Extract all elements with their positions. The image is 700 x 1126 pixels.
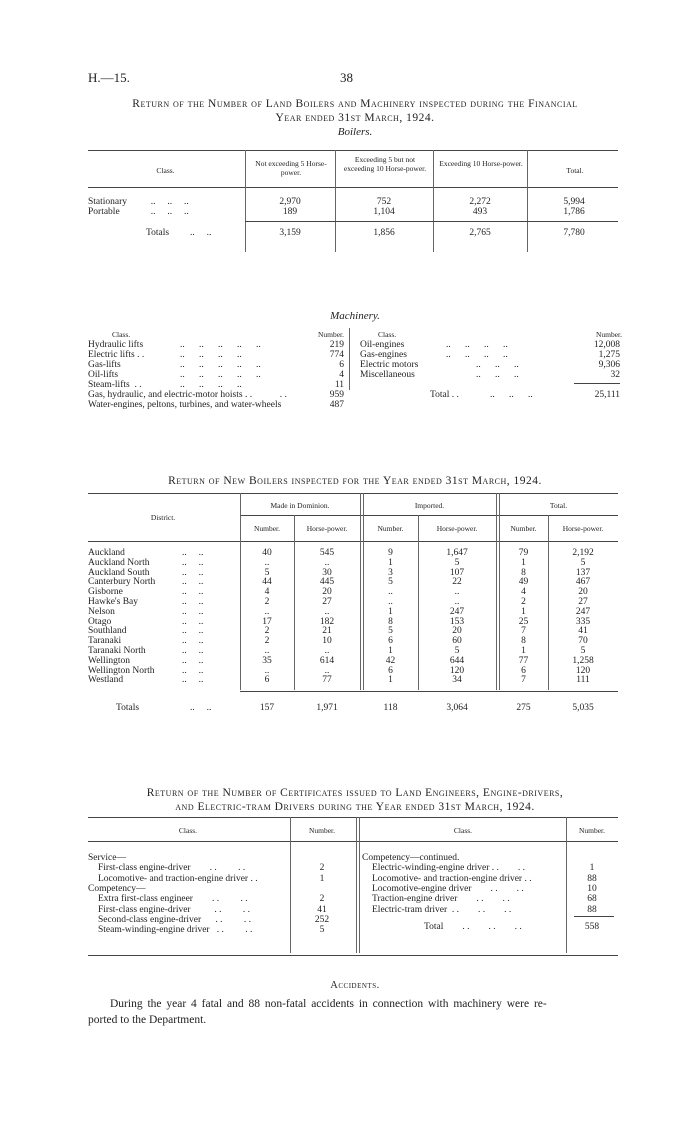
new-boilers-cell: .. [388, 597, 393, 607]
new-boilers-cell: 9 [388, 548, 393, 558]
certificate-number: 1 [319, 873, 325, 884]
new-boilers-cell: 21 [322, 626, 332, 637]
machinery-row-label: Gas-lifts [88, 360, 121, 370]
new-boilers-group-imported: Imported. [414, 501, 445, 510]
new-boilers-cell: 5 [388, 626, 393, 637]
new-boilers-cell: 7 [521, 626, 526, 637]
new-boilers-totals-label: Totals [116, 703, 140, 713]
new-boilers-cell: 120 [575, 665, 591, 676]
new-boilers-cell: 6 [521, 665, 526, 676]
new-boilers-cell: 3 [388, 567, 393, 578]
new-boilers-cell: 27 [322, 597, 332, 607]
leader-dots: .. .. .. .. [446, 340, 508, 350]
certificate-number: 88 [587, 904, 597, 915]
machinery-row-value: 959 [329, 390, 344, 400]
leader-dots: .. .. [182, 636, 204, 647]
new-boilers-cell: 1,258 [572, 655, 594, 666]
district-name: Auckland North [88, 557, 150, 568]
machinery-right-header-class: Class. [378, 330, 397, 339]
district-name: Nelson [88, 606, 115, 617]
new-boilers-cell: 5 [454, 646, 460, 656]
new-boilers-cell: 2 [264, 626, 270, 637]
machinery-row-label: Electric motors [360, 360, 419, 370]
leader-dots: .. .. [182, 675, 204, 686]
new-boilers-cell: 44 [262, 577, 272, 588]
new-boilers-cell: .. [324, 665, 330, 676]
boilers-row-label: Stationary [88, 197, 128, 207]
new-boilers-cell: 545 [319, 548, 335, 558]
machinery-row-value: 487 [329, 400, 344, 410]
boilers-header-col1: Not exceeding 5 Horse-power. [255, 159, 327, 177]
new-boilers-subheader: Horse-power. [562, 524, 604, 533]
new-boilers-total-cell: 275 [516, 703, 531, 713]
leader-dots: .. .. .. .. [180, 350, 242, 360]
leader-dots: .. .. .. [490, 390, 533, 400]
district-name: Taranaki North [88, 646, 146, 656]
district-name: Wellington [88, 655, 130, 666]
page-reference: H.—15. [88, 70, 130, 85]
boilers-cell: 2,272 [469, 197, 491, 207]
machinery-row-label: Gas, hydraulic, and electric-motor hoists . . [88, 390, 253, 400]
machinery-row-value: 9,306 [598, 360, 620, 370]
certificate-number: 88 [587, 873, 597, 884]
new-boilers-group-total: Total. [549, 501, 568, 510]
certificate-number: 41 [317, 904, 327, 915]
new-boilers-cell: 1 [521, 557, 526, 568]
new-boilers-cell: 5 [454, 557, 460, 568]
boilers-total-cell: 7,780 [563, 228, 585, 238]
new-boilers-subheader: Number. [253, 524, 281, 533]
machinery-row-label: Water-engines, peltons, turbines, and water-wheels [88, 400, 282, 410]
district-name: Wellington North [88, 665, 155, 676]
district-name: Hawke's Bay [88, 597, 138, 607]
new-boilers-cell: .. [324, 557, 330, 568]
leader-dots: .. .. [182, 587, 204, 598]
certificate-class: Locomotive-engine driver . . . . [372, 883, 524, 894]
boilers-total-cell: 3,159 [279, 228, 301, 238]
new-boilers-cell: 5 [580, 646, 586, 656]
new-boilers-cell: 7 [521, 675, 526, 686]
certificate-class: Competency— [88, 883, 146, 894]
leader-dots: .. .. .. .. [180, 380, 242, 390]
new-boilers-subheader: Number. [377, 524, 404, 533]
accidents-text-line2: ported to the Department. [88, 1014, 207, 1026]
machinery-row-value: 32 [610, 370, 620, 380]
new-boilers-cell: 77 [518, 655, 529, 666]
certificate-number: 68 [587, 894, 597, 905]
leader-dots: .. .. [190, 228, 212, 238]
new-boilers-title: Return of New Boilers inspected for the Year ended 31st March, 1924. [168, 475, 542, 487]
certificates-total-label: Total . . . . . . [424, 922, 522, 932]
certificate-class: Steam-winding-engine driver . . . . [98, 925, 253, 936]
machinery-row-label: Oil-lifts [88, 370, 119, 380]
leader-dots: .. .. .. [146, 197, 189, 207]
certificate-number: 2 [319, 894, 325, 905]
machinery-row-label: Electric lifts . . [88, 350, 145, 360]
new-boilers-cell: 137 [575, 567, 591, 578]
new-boilers-group-dominion: Made in Dominion. [270, 501, 330, 510]
certificate-class: Competency—continued. [362, 853, 460, 863]
new-boilers-cell: .. [324, 606, 330, 617]
new-boilers-cell: 22 [452, 577, 462, 588]
new-boilers-cell: 1,647 [446, 548, 468, 558]
new-boilers-cell: 111 [576, 675, 590, 686]
new-boilers-cell: 335 [575, 616, 591, 627]
new-boilers-cell: 182 [319, 616, 335, 627]
district-name: Auckland [88, 548, 125, 558]
leader-dots: .. .. [182, 665, 204, 676]
new-boilers-cell: 49 [518, 577, 529, 588]
machinery-left-header-number: Number. [317, 330, 344, 339]
boilers-totals-label: Totals [146, 228, 170, 238]
new-boilers-cell: 467 [575, 577, 591, 588]
new-boilers-subheader: Horse-power. [436, 524, 478, 533]
new-boilers-cell: 6 [264, 675, 270, 686]
new-boilers-cell: 2,192 [572, 548, 594, 558]
leader-dots: .. .. [182, 646, 204, 656]
machinery-row-value: 219 [329, 340, 344, 350]
new-boilers-cell: 4 [521, 587, 526, 598]
certificate-number: 5 [319, 925, 325, 936]
new-boilers-cell: 8 [388, 616, 393, 627]
machinery-row-value: 12,008 [593, 340, 620, 350]
certificate-class: Service— [88, 853, 126, 863]
new-boilers-cell: .. [454, 587, 460, 598]
certificate-number: 2 [319, 863, 325, 874]
machinery-row-value: 6 [339, 360, 344, 370]
new-boilers-cell: 445 [319, 577, 335, 588]
certificate-class: Second-class engine-driver . . . . [98, 914, 252, 925]
new-boilers-cell: 40 [262, 548, 272, 558]
new-boilers-total-cell: 157 [259, 703, 275, 713]
new-boilers-cell: 5 [388, 577, 393, 588]
machinery-row-value: 11 [334, 380, 344, 390]
new-boilers-cell: 42 [385, 655, 396, 666]
new-boilers-cell: 4 [264, 587, 270, 598]
new-boilers-cell: .. [388, 587, 393, 598]
certificate-class: Extra first-class engineer . . . . [98, 894, 248, 905]
certificate-number: 10 [587, 883, 597, 894]
new-boilers-total-cell: 1,971 [316, 703, 338, 713]
boilers-cell: 493 [472, 207, 488, 217]
machinery-row-label: Oil-engines [360, 340, 405, 350]
boilers-cell: 1,786 [563, 207, 585, 217]
district-name: Taranaki [88, 636, 122, 647]
new-boilers-cell: 30 [322, 567, 332, 578]
leader-dots: .. .. .. .. .. [180, 340, 261, 350]
boilers-subtitle: Boilers. [337, 126, 373, 138]
new-boilers-cell: 247 [575, 606, 591, 617]
certificate-class: Locomotive- and traction-engine driver . . [98, 873, 258, 884]
new-boilers-cell: 644 [449, 655, 465, 666]
new-boilers-cell: .. [264, 646, 270, 656]
leader-dots: .. .. .. .. .. [180, 370, 261, 380]
certificate-number: 1 [589, 863, 595, 874]
certificate-class: First-class engine-driver . . . . [98, 863, 246, 874]
district-name: Auckland South [88, 567, 150, 578]
new-boilers-cell: .. [264, 606, 270, 617]
new-boilers-cell: 77 [322, 675, 332, 686]
leader-dots: .. .. .. .. .. [180, 360, 261, 370]
new-boilers-cell: 8 [521, 636, 526, 647]
district-name: Otago [88, 616, 112, 627]
new-boilers-total-cell: 118 [383, 703, 398, 713]
certificates-total-value: 558 [584, 922, 600, 932]
machinery-row-label: Gas-engines [360, 350, 407, 360]
boilers-cell: 752 [376, 197, 392, 207]
new-boilers-cell: 25 [518, 616, 529, 627]
machinery-row-value: 4 [339, 370, 344, 380]
leader-dots: .. .. .. [476, 370, 519, 380]
machinery-right-header-number: Number. [595, 330, 622, 339]
new-boilers-cell: 1 [388, 646, 393, 656]
leader-dots: .. .. [182, 606, 204, 617]
new-boilers-cell: 2 [264, 597, 270, 607]
boilers-cell: 5,994 [563, 197, 585, 207]
new-boilers-cell: 20 [578, 587, 588, 598]
new-boilers-cell: 10 [322, 636, 332, 647]
new-boilers-total-cell: 5,035 [572, 703, 594, 713]
boilers-return-title-line2: Year ended 31st March, 1924. [275, 112, 435, 124]
new-boilers-cell: 6 [388, 665, 393, 676]
leader-dots: . . [275, 390, 287, 400]
accidents-title: Accidents. [330, 980, 380, 991]
district-name: Westland [88, 675, 124, 686]
page-number: 38 [340, 70, 353, 85]
leader-dots: .. .. [182, 655, 204, 666]
new-boilers-cell: .. [324, 646, 330, 656]
machinery-left-header-class: Class. [112, 330, 131, 339]
boilers-cell: 189 [282, 207, 298, 217]
new-boilers-cell: 41 [578, 626, 588, 637]
new-boilers-cell: 34 [452, 675, 462, 686]
new-boilers-cell: .. [454, 597, 460, 607]
new-boilers-cell: 20 [322, 587, 332, 598]
certificates-title-line2: and Electric-tram Drivers during the Year ended 31st March, 1924. [175, 801, 535, 813]
certificate-class: Traction-engine driver . . . . [372, 894, 510, 905]
certificates-header-class-right: Class. [453, 826, 473, 835]
new-boilers-cell: 20 [452, 626, 462, 637]
new-boilers-cell: 107 [449, 567, 465, 578]
district-name: Canterbury North [88, 577, 156, 588]
new-boilers-cell: 1 [388, 557, 393, 568]
new-boilers-subheader: Number. [510, 524, 537, 533]
district-name: Gisborne [88, 587, 123, 598]
new-boilers-cell: 2 [264, 636, 270, 647]
machinery-row-value: 774 [329, 350, 344, 360]
leader-dots: .. .. [182, 567, 204, 578]
accidents-text-line1: During the year 4 fatal and 88 non-fatal accidents in connection with machinery were re- [110, 998, 547, 1010]
boilers-cell: 2,970 [279, 197, 301, 207]
new-boilers-cell: 8 [521, 567, 526, 578]
leader-dots: .. .. .. [476, 360, 519, 370]
machinery-row-value: 1,275 [598, 350, 620, 360]
new-boilers-cell: 153 [449, 616, 465, 627]
new-boilers-cell: 79 [518, 548, 529, 558]
boilers-row-label: Portable [88, 207, 120, 217]
leader-dots: .. .. .. [146, 207, 189, 217]
boilers-total-cell: 1,856 [373, 228, 395, 238]
new-boilers-cell: 1 [388, 675, 393, 686]
certificate-class: Electric-tram driver . . . . . . [372, 904, 512, 915]
new-boilers-cell: 2 [521, 597, 526, 607]
new-boilers-cell: 120 [449, 665, 465, 676]
new-boilers-header-district: District. [150, 513, 176, 522]
new-boilers-cell: .. [264, 557, 270, 568]
leader-dots: .. .. [182, 597, 204, 607]
new-boilers-cell: 1 [521, 606, 526, 617]
new-boilers-cell: 17 [262, 616, 272, 627]
boilers-header-col3: Exceeding 10 Horse-power. [439, 159, 523, 168]
leader-dots: .. .. [182, 577, 204, 588]
machinery-row-label: Hydraulic lifts [88, 340, 144, 350]
new-boilers-cell: 27 [578, 597, 588, 607]
new-boilers-cell: 1 [388, 606, 393, 617]
new-boilers-cell: 247 [449, 606, 465, 617]
boilers-total-cell: 2,765 [469, 228, 491, 238]
new-boilers-subheader: Horse-power. [306, 524, 348, 533]
machinery-total-label: Total . . [430, 390, 459, 400]
leader-dots: .. .. [182, 616, 204, 627]
new-boilers-cell: 6 [388, 636, 393, 647]
boilers-header-class: Class. [156, 166, 175, 175]
certificates-header-class: Class. [178, 826, 198, 835]
certificates-header-number: Number. [308, 826, 336, 835]
new-boilers-cell: .. [264, 665, 270, 676]
leader-dots: .. .. [190, 703, 212, 713]
certificates-header-number-right: Number. [578, 826, 606, 835]
new-boilers-cell: 1 [521, 646, 526, 656]
new-boilers-cell: 5 [264, 567, 270, 578]
district-name: Southland [88, 626, 127, 637]
certificate-class: Locomotive- and traction-engine driver . . [372, 873, 532, 884]
certificates-title-line1: Return of the Number of Certificates issued to Land Engineers, Engine-drivers, [146, 787, 564, 799]
boilers-return-title-line1: Return of the Number of Land Boilers and Machinery inspected during the Financial [132, 98, 578, 110]
new-boilers-cell: 614 [319, 655, 335, 666]
boilers-header-col2: Exceeding 5 but not exceeding 10 Horse-power. [343, 155, 427, 173]
leader-dots: .. .. [182, 557, 204, 568]
certificate-number: 252 [314, 914, 330, 925]
new-boilers-cell: 60 [452, 636, 462, 647]
leader-dots: .. .. [182, 626, 204, 637]
machinery-title: Machinery. [330, 310, 380, 322]
boilers-cell: 1,104 [373, 207, 395, 217]
new-boilers-cell: 5 [580, 557, 586, 568]
certificate-class: Electric-winding-engine driver . . . . [372, 863, 526, 874]
new-boilers-cell: 35 [262, 655, 272, 666]
leader-dots: .. .. [182, 548, 204, 558]
certificate-class: First-class engine-driver . . . . [98, 904, 250, 915]
new-boilers-total-cell: 3,064 [446, 703, 468, 713]
boilers-header-total: Total. [566, 166, 584, 175]
machinery-row-label: Steam-lifts . . [88, 380, 142, 390]
machinery-total-value: 25,111 [594, 390, 620, 400]
new-boilers-cell: 70 [578, 636, 588, 647]
leader-dots: .. .. .. .. [446, 350, 508, 360]
machinery-row-label: Miscellaneous [360, 370, 415, 380]
